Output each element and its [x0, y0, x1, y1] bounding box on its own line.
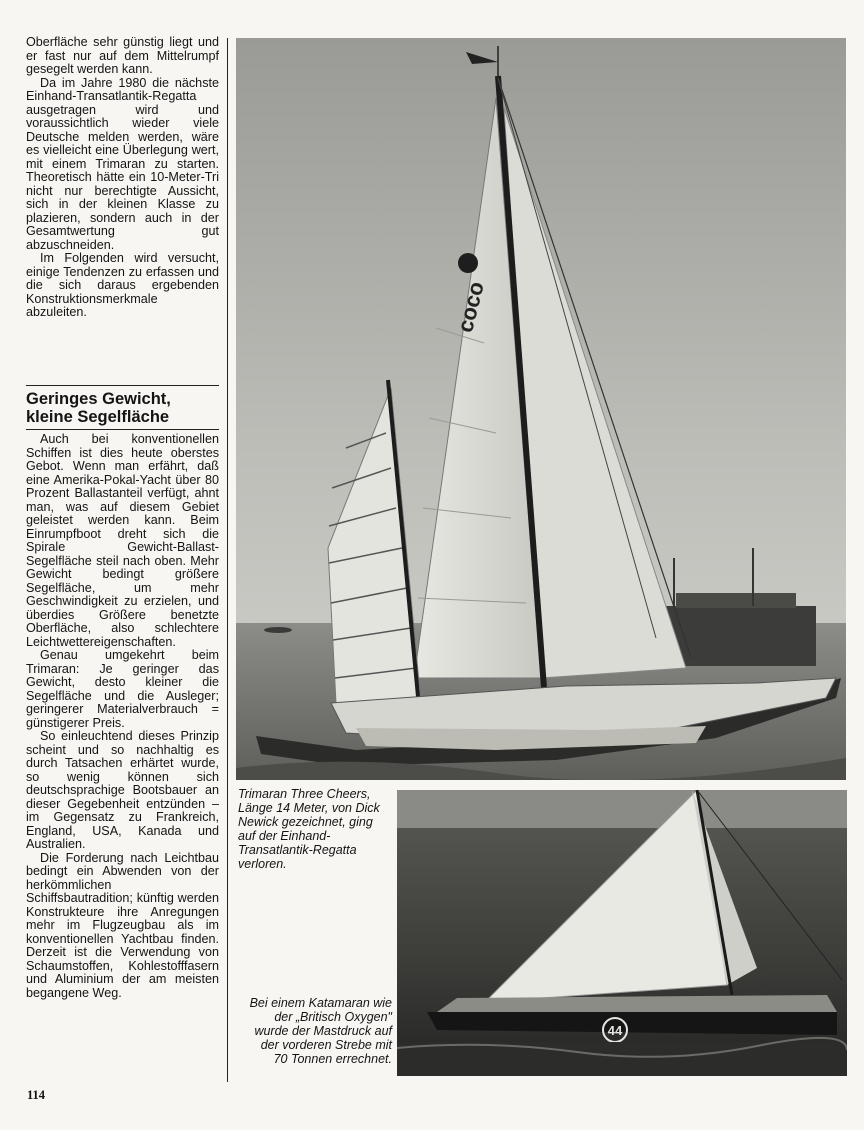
paragraph: So einleuchtend dieses Prinzip scheint und so nachhaltig es durch Tatsachen erhärtet wurde, so wenig können sich deutschsprachige Bootsbauer an dieser Gegebenheit entzünden – im Gegensatz zu Frankreich, England, USA, Kanada und Australien.	[26, 729, 219, 851]
trimaran-illustration	[236, 38, 846, 780]
paragraph: Im Folgenden wird versucht, einige Tendenzen zu erfassen und die sich daraus ergebenden Konstruktionsmerkmale abzuleiten.	[26, 251, 219, 319]
text-column-bottom	[26, 433, 219, 1000]
page-number: 114	[27, 1088, 46, 1102]
heading-bottom-rule	[26, 429, 219, 430]
paragraph: Auch bei konventionellen Schiffen ist dies heute oberstes Gebot. Wenn man erfährt, daß eine Amerika-Pokal-Yacht über 80 Prozent Ballastanteil verfügt, ahnt man, was auf diesem Gebiet geleistet werden kann. Beim Einrumpfboot dreht sich die Spirale Gewicht-Ballast-Segelfläche steil nach oben. Mehr Gewicht bedingt größere Segelfläche, um mehr Geschwindigkeit zu erzielen, und überdies Größere benetzte Oberfläche, also schlechtere Leichtwettereigenschaften.	[26, 432, 219, 649]
paragraph: Genau umgekehrt beim Trimaran: Je geringer das Gewicht, desto kleiner die Segelfläche und die Ausleger; geringerer Materialverbrauch = günstigerer Preis.	[26, 648, 219, 730]
hull-number: 44	[607, 1023, 623, 1038]
column-divider	[227, 38, 228, 1082]
catamaran-illustration	[397, 790, 847, 1076]
sail-logo-text: coco	[452, 278, 489, 335]
trimaran-photo	[236, 38, 846, 780]
paragraph: Da im Jahre 1980 die nächste Einhand-Transatlantik-Regatta ausgetragen wird und voraussichtlich wieder viele Deutsche melden werden, wäre es vielleicht eine Überlegung wert, mit einem Trimaran zu starten. Theoretisch hätte ein 10-Meter-Tri nicht nur berechtigte Aussicht, sich in der kleinen Klasse zu plazieren, sondern auch in der Gesamtwertung gut abzuschneiden.	[26, 75, 219, 252]
trimaran-caption: Trimaran Three Cheers, Länge 14 Meter, von Dick Newick gezeichnet, ging auf der Einhand-Transatlantik-Regatta verloren.	[238, 787, 380, 871]
section-heading	[26, 385, 219, 430]
paragraph: Die Forderung nach Leichtbau bedingt ein Abwenden von der herkömmlichen Schiffsbautradition; künftig werden Konstrukteure ihre Anregungen mehr im Flugzeugbau als im konventionellen Yachtbau finden. Derzeit ist die Verwendung von Schaumstoffen, Kohlestofffasern und Aluminium der am meisten begangene Weg.	[26, 850, 219, 1000]
catamaran-photo	[397, 790, 847, 1076]
heading-top-rule	[26, 385, 219, 386]
headline-line-2: kleine Segelfläche	[26, 408, 170, 426]
headline-line-1: Geringes Gewicht,	[26, 390, 171, 408]
text-column-top	[26, 36, 219, 320]
katamaran-caption: Bei einem Katamaran wie der „Britisch Oxygen" wurde der Mastdruck auf der vorderen Strebe mit 70 Tonnen errechnet.	[249, 996, 392, 1066]
paragraph: Oberfläche sehr günstig liegt und er fast nur auf dem Mittelrumpf gesegelt werden kann.	[26, 35, 219, 76]
